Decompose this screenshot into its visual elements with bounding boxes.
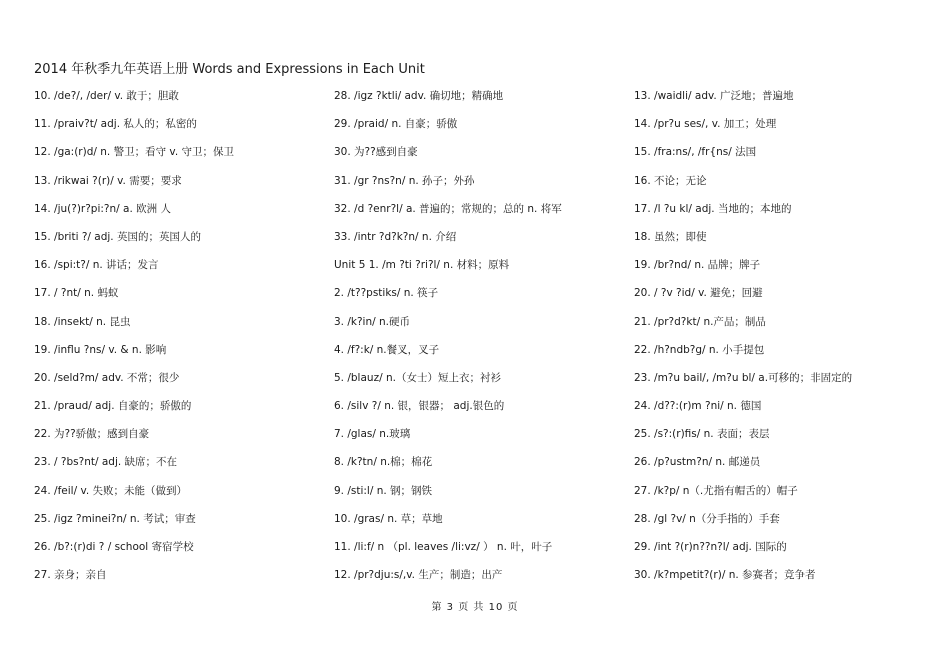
vocab-entry: 28. /gl ?v/ n（分手指的）手套: [634, 512, 780, 525]
page-title: 2014 年秋季九年英语上册 Words and Expressions in Each Unit: [34, 62, 425, 77]
vocab-entry: 2. /t??pstiks/ n. 筷子: [334, 287, 439, 300]
vocab-entry: 24. /feil/ v. 失败；未能（做到）: [34, 484, 188, 497]
vocab-entry: 7. /glas/ n.玻璃: [334, 428, 411, 441]
vocab-entry: 23. /m?u bail/, /m?u bl/ a.可移的；非固定的: [634, 371, 853, 384]
vocab-entry: 20. /seld?m/ adv. 不常；很少: [34, 371, 180, 384]
vocab-entry: 22. /h?ndb?g/ n. 小手提包: [634, 343, 765, 356]
vocab-entry: 30. 为??感到自豪: [334, 146, 418, 159]
vocab-entry: 19. /influ ?ns/ v. & n. 影响: [34, 343, 167, 356]
vocab-entry: 14. /pr?u ses/, v. 加工；处理: [634, 118, 777, 131]
vocab-entry: 11. /praiv?t/ adj. 私人的；私密的: [34, 118, 197, 131]
vocab-entry: 3. /k?in/ n.硬币: [334, 315, 410, 328]
vocab-entry: 32. /d ?enr?l/ a. 普遍的；常规的；总的 n. 将军: [334, 202, 562, 215]
vocab-entry: 5. /blauz/ n.（女士）短上衣；衬衫: [334, 371, 501, 384]
vocab-entry: 16. 不论；无论: [634, 174, 707, 187]
vocab-entry: 15. /fra:ns/, /fr{ns/ 法国: [634, 146, 757, 159]
vocab-entry: 21. /praud/ adj. 自豪的；骄傲的: [34, 400, 192, 413]
vocab-entry: 4. /f?:k/ n.餐叉，叉子: [334, 343, 440, 356]
vocab-entry: 12. /pr?dju:s/,v. 生产；制造；出产: [334, 569, 503, 582]
vocab-column-3: [634, 89, 934, 596]
vocab-entry: 14. /ju(?)r?pi:?n/ a. 欧洲 人: [34, 202, 171, 215]
vocab-entry: 13. /waidli/ adv. 广泛地；普遍地: [634, 90, 794, 102]
vocab-entry: 13. /rikwai ?(r)/ v. 需要；要求: [34, 174, 182, 187]
vocab-entry: 17. /l ?u kl/ adj. 当地的；本地的: [634, 202, 792, 215]
vocab-entry: 26. /b?:(r)di ? / school 寄宿学校: [34, 541, 194, 553]
vocab-entry: 12. /ga:(r)d/ n. 警卫；看守 v. 守卫；保卫: [34, 146, 235, 159]
vocab-entry: 18. /insekt/ n. 昆虫: [34, 315, 131, 328]
vocab-entry: 20. / ?v ?id/ v. 避免；回避: [634, 287, 763, 300]
vocab-entry: 15. /briti ?/ adj. 英国的；英国人的: [34, 230, 201, 243]
vocab-entry: 9. /sti:l/ n. 钢；钢铁: [334, 484, 433, 497]
vocab-entry: 27. /k?p/ n（.尤指有帽舌的）帽子: [634, 484, 798, 497]
vocab-entry: 33. /intr ?d?k?n/ n. 介绍: [334, 230, 457, 243]
vocab-entry: 30. /k?mpetit?(r)/ n. 参赛者；竞争者: [634, 569, 816, 582]
vocab-entry: 27. 亲身；亲自: [34, 569, 107, 582]
vocab-entry: 28. /igz ?ktli/ adv. 确切地；精确地: [334, 90, 504, 102]
vocab-entry: 25. /igz ?minei?n/ n. 考试；审查: [34, 512, 196, 525]
vocab-entry: 6. /silv ?/ n. 银，银器； adj.银色的: [334, 400, 505, 413]
vocab-entry: 18. 虽然；即使: [634, 230, 707, 243]
vocab-entry: 24. /d??:(r)m ?ni/ n. 德国: [634, 400, 762, 413]
vocab-entry: 10. /gras/ n. 草；草地: [334, 512, 443, 525]
page-footer: 第 3 页 共 10 页: [431, 602, 519, 613]
vocab-entry: 17. / ?nt/ n. 蚂蚁: [34, 287, 119, 300]
vocab-entry: 29. /int ?(r)n??n?l/ adj. 国际的: [634, 541, 787, 553]
vocab-entry: 29. /praid/ n. 自豪；骄傲: [334, 118, 458, 131]
vocab-entry: 31. /gr ?ns?n/ n. 孙子；外孙: [334, 174, 475, 187]
vocab-entry: Unit 5 1. /m ?ti ?ri?l/ n. 材料；原料: [334, 259, 510, 272]
vocab-entry: 21. /pr?d?kt/ n.产品；制品: [634, 315, 766, 328]
vocab-entry: 23. / ?bs?nt/ adj. 缺席；不在: [34, 456, 178, 469]
vocab-entry: 11. /li:f/ n （pl. leaves /li:vz/ ） n. 叶，叶子: [334, 541, 553, 553]
vocab-column-1: [34, 89, 334, 596]
vocab-entry: 10. /de?/, /der/ v. 敢于；胆敢: [34, 90, 179, 102]
vocab-entry: 8. /k?tn/ n.棉；棉花: [334, 456, 433, 469]
vocab-entry: 22. 为??骄傲；感到自豪: [34, 428, 150, 441]
vocab-column-2: [334, 89, 634, 596]
vocab-entry: 26. /p?ustm?n/ n. 邮递员: [634, 456, 761, 469]
vocab-entry: 16. /spi:t?/ n. 讲话；发言: [34, 259, 159, 272]
vocab-entry: 25. /s?:(r)fis/ n. 表面；表层: [634, 428, 770, 441]
vocab-entry: 19. /br?nd/ n. 品牌；牌子: [634, 259, 761, 272]
